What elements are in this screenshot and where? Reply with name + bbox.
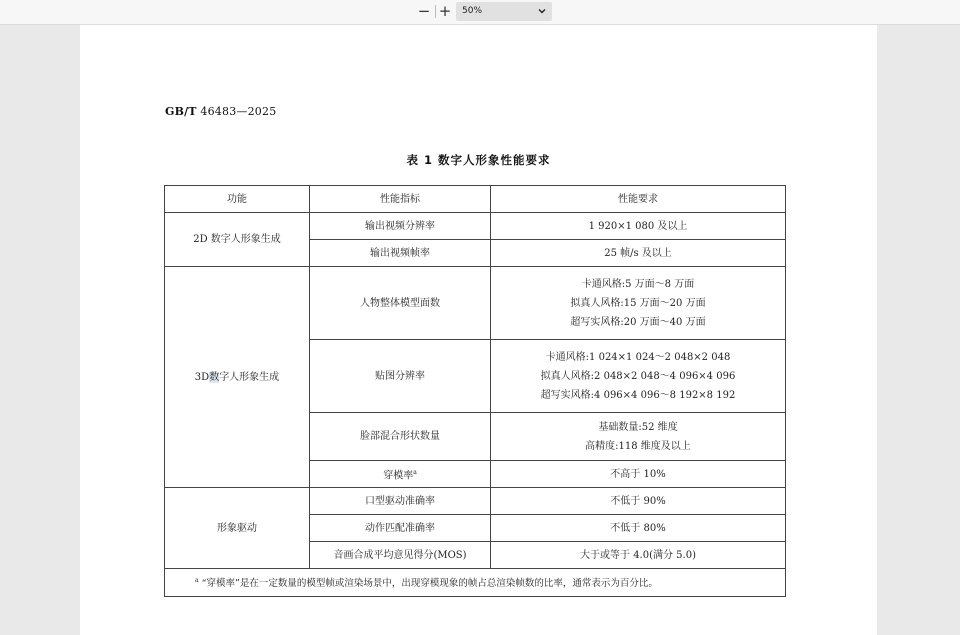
header-metric: 性能指标 (310, 186, 491, 213)
requirement-cell: 不低于 90% (491, 488, 786, 515)
requirement-cell: 不低于 80% (491, 515, 786, 542)
table-header-row (165, 186, 786, 213)
function-cell: 2D 数字人形象生成 (165, 213, 310, 267)
table-title: 表 1 数字人形象性能要求 (406, 153, 551, 167)
document-page (80, 25, 877, 635)
metric-text: 穿模率 (383, 470, 414, 482)
pdf-toolbar (0, 0, 960, 25)
selection-highlight: 数 (209, 371, 220, 383)
table-row (165, 267, 786, 340)
performance-table (164, 185, 786, 597)
metric-cell: 输出视频帧率 (310, 240, 491, 267)
requirement-cell (491, 267, 786, 340)
metric-cell (310, 461, 491, 488)
table-row (165, 488, 786, 515)
requirement-cell (491, 340, 786, 413)
header-function: 功能 (165, 186, 310, 213)
metric-cell: 脸部混合形状数量 (310, 413, 491, 461)
requirement-line: 基础数量:52 维度 (598, 421, 678, 433)
requirement-cell (491, 413, 786, 461)
requirement-line: 卡通风格:1 024×1 024～2 048×2 048 (545, 351, 731, 363)
chevron-down-icon (538, 2, 546, 21)
header-requirement: 性能要求 (491, 186, 786, 213)
metric-cell: 口型驱动准确率 (310, 488, 491, 515)
footnote-marker: a (195, 577, 199, 585)
metric-cell: 音画合成平均意见得分(MOS) (310, 542, 491, 569)
zoom-select[interactable] (456, 2, 552, 21)
table-footnote-row (165, 569, 786, 597)
requirement-line: 卡通风格:5 万面～8 万面 (581, 278, 695, 290)
requirement-cell: 不高于 10% (491, 461, 786, 488)
requirement-line: 拟真人风格:2 048×2 048～4 096×4 096 (540, 370, 736, 382)
metric-cell: 输出视频分辨率 (310, 213, 491, 240)
requirement-cell: 大于或等于 4.0(满分 5.0) (491, 542, 786, 569)
zoom-out-button[interactable]: − (417, 2, 431, 20)
function-cell (165, 267, 310, 488)
metric-cell: 人物整体模型面数 (310, 267, 491, 340)
footnote-text: “穿模率”是在一定数量的模型帧或渲染场景中，出现穿模现象的帧占总渲染帧数的比率，通常表示为百分比。 (201, 578, 658, 590)
requirement-line: 高精度:118 维度及以上 (585, 440, 691, 452)
table-row (165, 213, 786, 240)
toolbar-divider (435, 5, 436, 18)
zoom-in-button[interactable]: + (438, 2, 452, 20)
metric-cell: 动作匹配准确率 (310, 515, 491, 542)
document-code (165, 105, 276, 118)
document-code-prefix: GB/T (165, 105, 197, 118)
zoom-value: 50% (462, 6, 483, 16)
requirement-cell: 25 帧/s 及以上 (491, 240, 786, 267)
metric-cell: 贴图分辨率 (310, 340, 491, 413)
function-text-post: 字人形象生成 (219, 371, 280, 383)
function-cell: 形象驱动 (165, 488, 310, 569)
requirement-line: 超写实风格:20 万面～40 万面 (570, 316, 706, 328)
footnote-marker: a (413, 468, 417, 476)
requirement-line: 拟真人风格:15 万面～20 万面 (570, 297, 706, 309)
table-footnote (165, 569, 786, 597)
document-code-number: 46483—2025 (200, 105, 277, 118)
requirement-line: 超写实风格:4 096×4 096～8 192×8 192 (540, 389, 736, 401)
function-text-pre: 3D (194, 371, 210, 383)
requirement-cell: 1 920×1 080 及以上 (491, 213, 786, 240)
